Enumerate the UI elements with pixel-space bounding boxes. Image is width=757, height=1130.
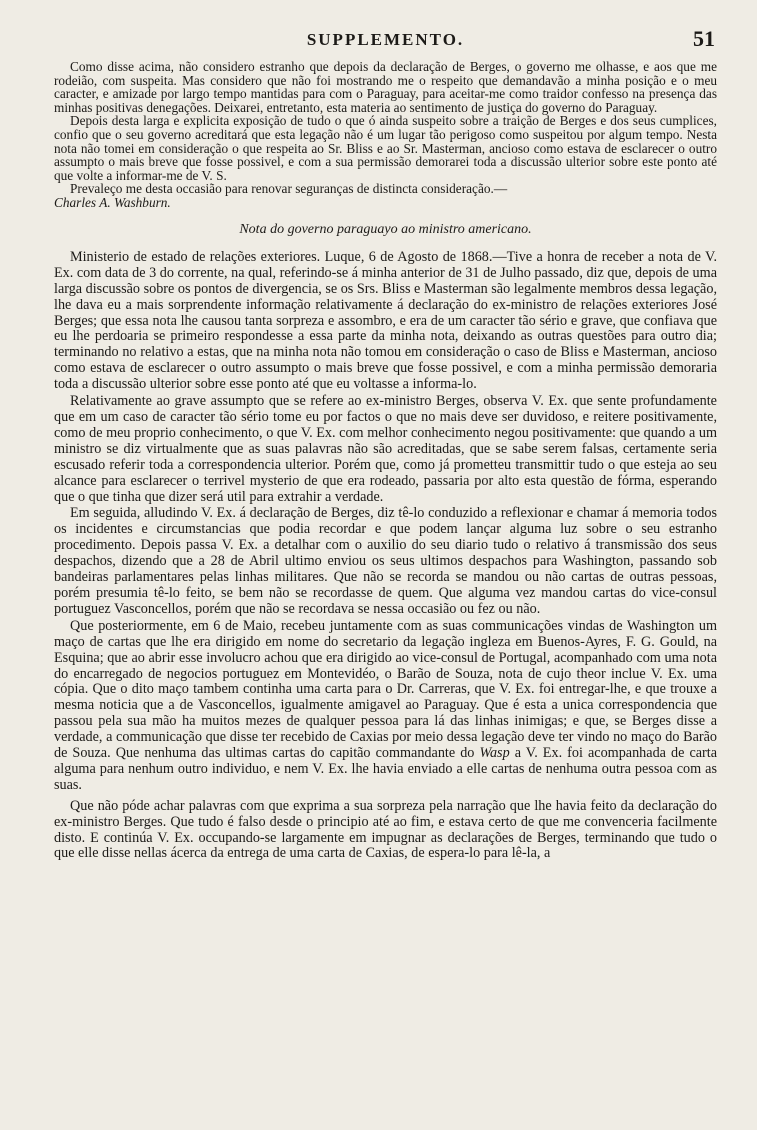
note-text: a V. Ex. foi acompanhada de carta alguma para nenhum outro individuo, e nem V. Ex. lhe havia enviado a elle cartas de nenhuma outra pessoa com as suas. [54, 745, 717, 793]
letter-paragraph: Como disse acima, não considero estranho que depois da declaração de Berges, o governo me olhasse, e aos que me rodeião, com suspeita. Mas considero que não foi mostrando me o respeito que demandavão a minha posição e o meu caracter, e amizade por largo tempo mantidas para com o Paraguay, para aceitar-me como traidor confesso na presença das minhas positivas denegações. Deixarei, entretanto, esta materia ao sentimento de justiça do governo do Paraguay. [54, 59, 717, 115]
letter-signature: Charles A. Washburn. [54, 194, 171, 210]
note-text: Que posteriormente, em 6 de Maio, recebeu juntamente com as suas communicações vindas de Washington um maço de cartas que lhe era dirigido em nome do secretario da legação ingleza em Buenos-Ayres, F. G. Gould, na Esquina; que ao abrir esse involucro achou que era dirigido ao vice-consul de Portugal, acompanhado com uma nota do encarregado de negocios portuguez em Montevidéo, o Barão de Souza, nota de cujo theor inclue V. Ex. uma cópia. Que o dito maço tambem continha uma carta para o Dr. Carreras, que V. Ex. foi entregar-lhe, e que trouxe a mesma noticia que a de Vasconcellos, igualmente amigavel ao Paraguay. Que é esta a unica correspondencia que passou pela sua mão ha muitos mezes de qualquer pessoa para lá das linhas inimigas; e que, se Berges disse a verdade, a communicação que disse ter recebido de Caxias por meio dessa legação deve ter vindo no maço do Barão de Souza. Que nenhuma das ultimas cartas do capitão commandante do [54, 617, 717, 762]
note-paragraph: Relativamente ao grave assumpto que se refere ao ex-ministro Berges, observa V. Ex. que sente profundamente que em um caso de caracter tão sério tome eu por factos o que no mais deve ser duvidoso, e reitere positivamente, como de meu proprio conhecimento, o que V. Ex. com melhor conhecimento negou positivamente: que quando a um ministro se diz virtualmente que as suas palavras não são acreditadas, que se sabe serem falsas, certamente seria escusado referir toda a correspondencia ulterior. Porém que, como já prometteu transmittir tudo o que esteja ao seu alcance para esclarecer o terrivel mysterio de que era rodeado, passaria por alto esta questão de fórma, esperando que o que tinha que dizer será util para extrahir a verdade. [54, 393, 717, 505]
page-number: 51 [693, 26, 715, 51]
note-body [54, 250, 717, 862]
running-title: SUPPLEMENTO. [306, 30, 465, 49]
note-paragraph: Que não póde achar palavras com que exprima a sua sorpreza pela narração que lhe havia feito da declaração do ex-ministro Berges. Que tudo é falso desde o principio até ao fim, e estava certo de que me convenceria facilmente disto. E continúa V. Ex. occupando-se largamente em impugnar as declarações de Berges, terminando que tudo o que elle disse nellas ácerca da entrega de uma carta de Caxias, de espera-lo para lê-la, a [54, 797, 717, 862]
note-paragraph: Ministerio de estado de relações exteriores. Luque, 6 de Agosto de 1868.—Tive a honra de receber a nota de V. Ex. com data de 3 do corrente, na qual, referindo-se á minha anterior de 31 de Julho passado, diz que, depois de uma larga discussão sobre os pontos de divergencia, se os Srs. Bliss e Masterman são legalmente membros dessa legação, lhe dava eu a mais sorprendente informação relativamente á declaração do ex-ministro de relações exteriores José Berges; que essa nota lhe causou tanta sorpreza e assombro, e era de um caracter tão sério e grave, que confiava que eu lhe perdoaria se primeiro respondesse a essa parte da minha nota, deixando as outras questões para outro dia; terminando no relativo a estas, que na minha nota não tomou em consideração o caso de Bliss e Masterman, ancioso como estava de esclarecer o outro assumpto o mais breve que fosse possivel, e com a minha permissão demoraria toda a discussão ulterior sobre esse ponto até que eu voltasse a informa-lo. [54, 248, 717, 393]
letter-paragraph: Prevaleço me desta occasião para renovar seguranças de distincta consideração.— [70, 181, 508, 197]
note-paragraph: Em seguida, alludindo V. Ex. á declaração de Berges, diz tê-lo conduzido a reflexionar e chamar á memoria todos os incidentes e circumstancias que podia recordar e que podem lançar alguma luz sobre o seu estranho procedimento. Depois passa V. Ex. a detalhar com o auxilio do seu diario tudo o relativo á transmissão dos seus despachos, dizendo que a 28 de Abril ultimo enviou os seus ultimos despachos para Washington, passando sob bandeiras parlamentares pelas linhas militares. Que não se recorda se mandou ou não cartas de outras pessoas, porém presumia tê-lo feito, se bem não se recordasse de quem. Que alguma vez mandou cartas do vice-consul portuguez Vasconcellos, porém que não se recordava se nessa occasião ou fez ou não. [54, 505, 717, 617]
ship-name: Wasp [479, 745, 510, 762]
note-title: Nota do governo paraguayo ao ministro americano. [239, 221, 532, 237]
page-header [54, 26, 717, 51]
letter-continuation [54, 60, 717, 196]
letter-paragraph: Depois desta larga e explicita exposição de tudo o que ó ainda suspeito sobre a traição de Berges e dos seus cumplices, confio que o seu governo acreditará que esta legação não é um lugar tão perigoso como suspeitou por algum tempo. Nesta nota não tomei em consideração o que respeita ao Sr. Bliss e ao Sr. Masterman, ancioso como estava de esclarecer o outro assumpto o mais breve que fosse possivel, e com a sua permissão demorarei toda a discussão ulterior sobre este ponto até que volte a informar-me de V. S. [54, 113, 717, 183]
note-paragraph [54, 619, 717, 794]
